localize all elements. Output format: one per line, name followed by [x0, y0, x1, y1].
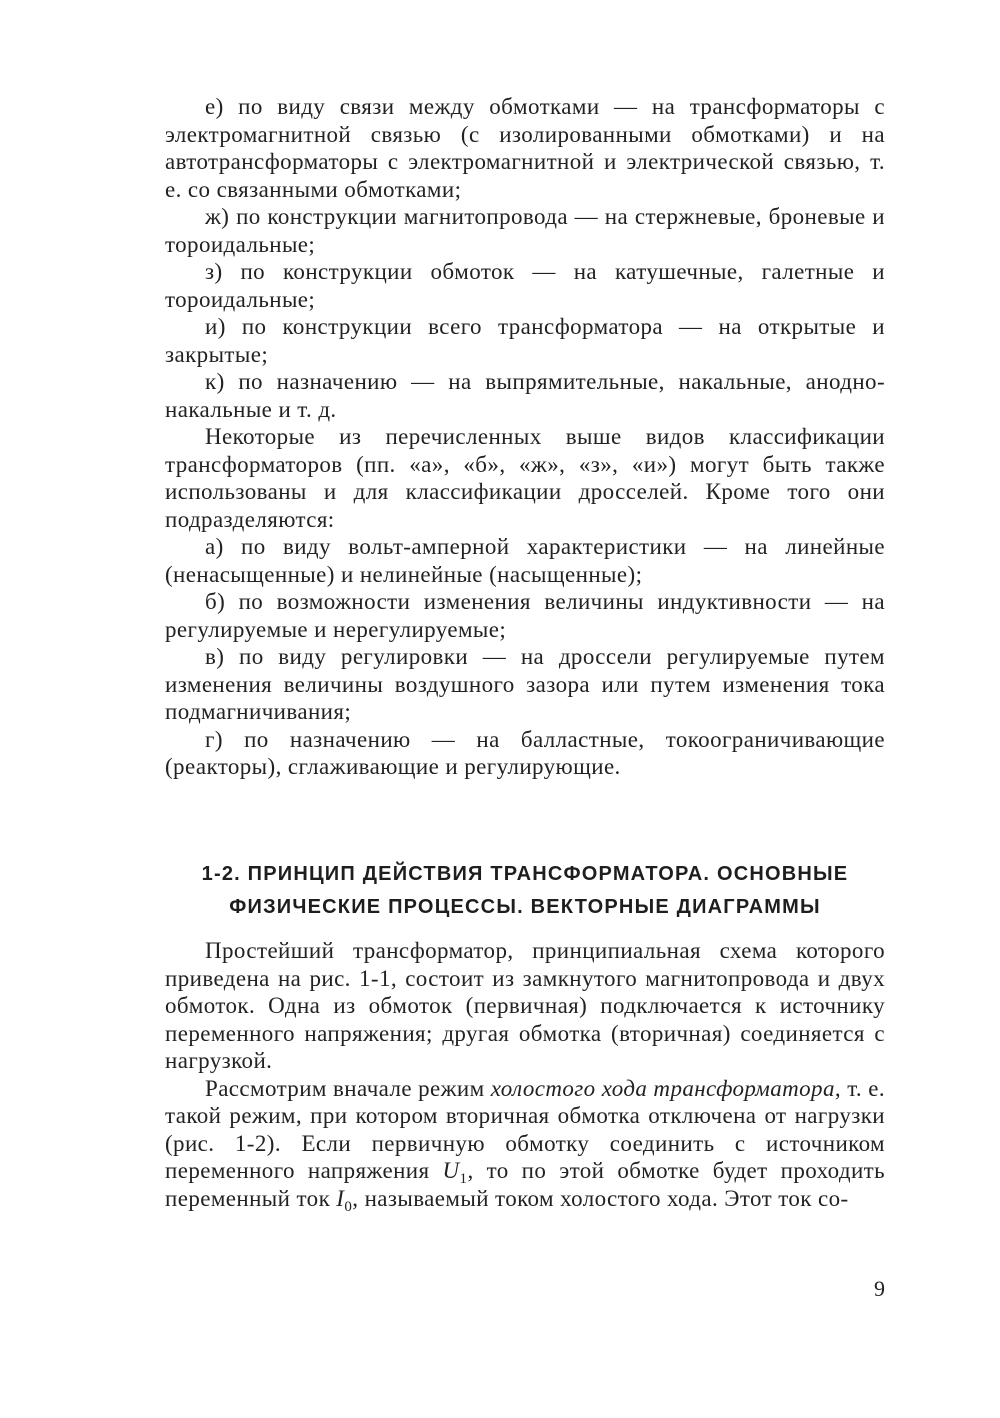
- voltage-subscript: 1: [459, 1171, 468, 1187]
- choke-item-v: в) по виду регулировки — на дроссели регулируемые путем изменения величины воздушного зазора или путем изменения тока подмагничивания;: [165, 644, 885, 724]
- para2-end: , называемый током холостого хода. Этот ток со-: [352, 1185, 849, 1211]
- current-subscript: 0: [344, 1198, 353, 1215]
- list-item-e: е) по виду связи между обмотками — на трансформаторы с электромагнитной связью (с изолированными обмотками) и на автотрансформаторы с электромагнитной и электрической связью, т. е. со связанными обмотками;: [165, 94, 885, 202]
- para2-mid-2: , то по этой обмотке будет проходить переменный ток: [165, 1158, 885, 1211]
- principle-section: [165, 937, 885, 1215]
- list-item-zh: ж) по конструкции магнитопровода — на стержневые, броневые и тороидальные;: [165, 204, 885, 257]
- list-item-i: и) по конструкции всего трансформатора — на открытые и закрытые;: [165, 314, 885, 367]
- current-symbol: I: [336, 1185, 345, 1211]
- choke-item-g: г) по назначению — на балластные, токоограничивающие (реакторы), сглаживающие и регулирующие.: [165, 726, 885, 779]
- choke-item-a: а) по виду вольт-амперной характеристики — на линейные (ненасыщенные) и нелинейные (насыщенные);: [165, 534, 885, 587]
- body-paragraph-1: Простейший трансформатор, принципиальная схема которого приведена на рис. 1-1, состоит из замкнутого магнитопровода и двух обмоток. Одна из обмоток (первичная) подключается к источнику переменного напряжения; другая обмотка (вторичная) соединяется с нагрузкой.: [165, 938, 885, 1073]
- italic-term-no-load: холостого хода трансформатора: [490, 1075, 835, 1101]
- choke-intro-paragraph: Некоторые из перечисленных выше видов классификации трансформаторов (пп. «а», «б», «ж», «з», «и») могут быть также использованы и для классификации дросселей. Кроме того они подразделяются:: [165, 424, 885, 532]
- para2-start: Рассмотрим вначале режим: [205, 1075, 491, 1101]
- section-heading-line-2: ФИЗИЧЕСКИЕ ПРОЦЕССЫ. ВЕКТОРНЫЕ ДИАГРАММЫ: [229, 896, 821, 918]
- body-paragraph-2: [165, 1075, 885, 1213]
- voltage-symbol: U: [442, 1158, 460, 1183]
- list-item-z: з) по конструкции обмоток — на катушечные, галетные и тороидальные;: [165, 259, 885, 312]
- classification-section: [165, 93, 885, 781]
- section-heading-line-1: 1-2. ПРИНЦИП ДЕЙСТВИЯ ТРАНСФОРМАТОРА. ОСНОВНЫЕ: [201, 863, 849, 885]
- list-item-k: к) по назначению — на выпрямительные, накальные, анодно-накальные и т. д.: [165, 369, 885, 422]
- page-number: 9: [874, 1276, 885, 1301]
- section-heading: [165, 858, 885, 924]
- para2-mid-1: , т. е. такой режим, при котором вторичная обмотка отключена от нагрузки (рис. 1-2). Если первичную обмотку соединить с источником переменного напряжения: [165, 1075, 885, 1183]
- choke-item-b: б) по возможности изменения величины индуктивности — на регулируемые и нерегулируемые;: [165, 589, 885, 642]
